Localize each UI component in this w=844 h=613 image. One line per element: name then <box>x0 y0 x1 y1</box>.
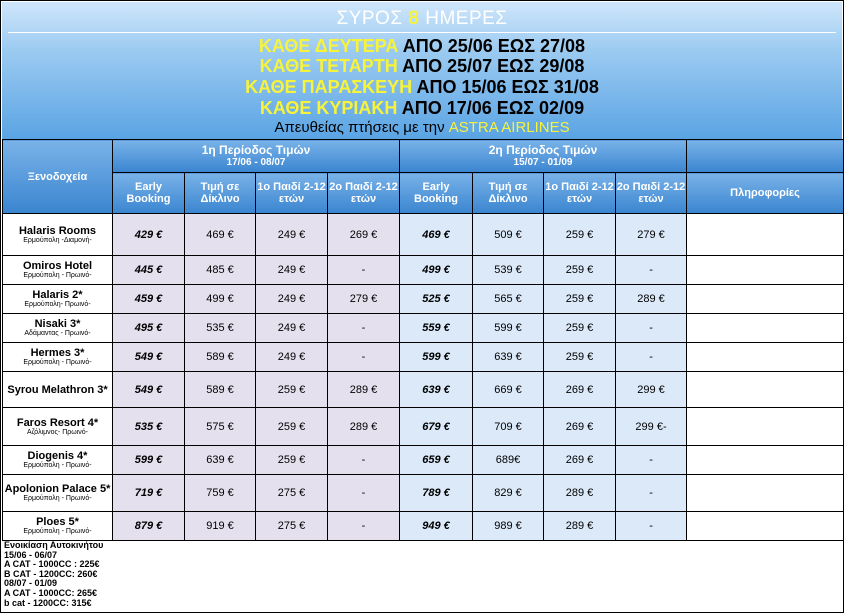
period-dates: 17/06 - 08/07 <box>226 157 286 168</box>
early-booking-price: 469 € <box>400 214 473 256</box>
table-row <box>3 256 844 285</box>
car-rental-line: A CAT - 1000CC: 265€ <box>4 587 98 598</box>
table-row <box>3 512 844 541</box>
early-booking-price: 535 € <box>113 408 185 446</box>
first-child-price: 259 € <box>256 408 328 446</box>
first-child-price: 249 € <box>256 314 328 343</box>
first-child-price: 249 € <box>256 343 328 372</box>
hotel-cell <box>3 314 113 343</box>
col-early-booking: Early Booking <box>113 173 185 214</box>
departure-dates: ΑΠΟ 15/06 ΕΩΣ 31/08 <box>416 77 599 97</box>
early-booking-price: 459 € <box>113 285 185 314</box>
second-child-price: 289 € <box>616 285 687 314</box>
early-booking-price: 879 € <box>113 512 185 541</box>
table-row <box>3 343 844 372</box>
double-room-price: 535 € <box>185 314 256 343</box>
title-suffix: ΗΜΕΡΕΣ <box>425 8 508 29</box>
info-cell <box>687 285 844 314</box>
hotel-location-board: Ερμούπολη- Πρωινό- <box>24 301 91 308</box>
double-room-price: 485 € <box>185 256 256 285</box>
hotel-location-board: Αδάμαντας - Πρωινό- <box>24 330 91 337</box>
info-cell <box>687 408 844 446</box>
car-rental-line: 15/06 - 06/07 <box>4 549 58 560</box>
second-child-price: - <box>328 256 400 285</box>
flight-note <box>2 119 842 136</box>
car-rental-line: B CAT - 1200CC: 260€ <box>4 568 98 579</box>
table-row <box>3 446 844 475</box>
hotel-cell <box>3 475 113 512</box>
table-row <box>3 214 844 256</box>
departure-dates: ΑΠΟ 17/06 ΕΩΣ 02/09 <box>401 98 585 118</box>
early-booking-price: 525 € <box>400 285 473 314</box>
double-room-price: 539 € <box>473 256 544 285</box>
first-child-price: 289 € <box>544 512 616 541</box>
double-room-price: 589 € <box>185 343 256 372</box>
period-name: 2η Περίοδος Τιμών <box>488 143 598 157</box>
hotel-name: Syrou Melathron 3* <box>7 383 108 396</box>
airline-name: ASTRA AIRLINES <box>448 119 570 136</box>
hotel-cell <box>3 343 113 372</box>
second-child-price: 269 € <box>328 214 400 256</box>
table-row <box>3 475 844 512</box>
hotel-cell <box>3 285 113 314</box>
first-child-price: 275 € <box>256 475 328 512</box>
hotel-location-board: Ερμούπολη - Πρωινό- <box>23 359 92 366</box>
hotel-location-board: Ερμούπολη - Πρωινό- <box>23 272 92 279</box>
first-child-price: 259 € <box>544 214 616 256</box>
hotel-location-board: Αζόλιμνος- Πρωινό- <box>27 428 88 436</box>
second-child-price: 299 €- <box>616 408 687 446</box>
double-room-price: 639 € <box>185 446 256 475</box>
second-child-price: 299 € <box>616 372 687 408</box>
hotel-name: Hermes 3* <box>30 347 85 359</box>
info-cell <box>687 512 844 541</box>
departure-day: ΚΑΘΕ ΠΑΡΑΣΚΕΥΗ <box>245 77 413 97</box>
table-row <box>3 408 844 446</box>
early-booking-price: 659 € <box>400 446 473 475</box>
car-rental-line: b cat - 1200CC: 315€ <box>4 597 92 608</box>
first-child-price: 259 € <box>544 285 616 314</box>
departure-day: ΚΑΘΕ ΔΕΥΤΕΡΑ <box>258 36 399 56</box>
early-booking-price: 549 € <box>113 343 185 372</box>
car-rental-box <box>4 541 304 608</box>
second-child-price: 279 € <box>616 214 687 256</box>
double-room-price: 759 € <box>185 475 256 512</box>
first-child-price: 249 € <box>256 256 328 285</box>
hotel-cell <box>3 372 113 408</box>
info-header: Πληροφορίες <box>687 173 844 214</box>
double-room-price: 689€ <box>473 446 544 475</box>
period-name: 1η Περίοδος Τιμών <box>201 143 311 157</box>
second-child-price: - <box>616 256 687 285</box>
double-room-price: 599 € <box>473 314 544 343</box>
table-row <box>3 285 844 314</box>
period-dates: 15/07 - 01/09 <box>513 157 573 168</box>
hotel-location-board: Ερμούπολη -Διαμονή- <box>23 236 92 244</box>
hotel-location-board: Ερμούπολη - Πρωινό- <box>23 528 92 535</box>
early-booking-price: 549 € <box>113 372 185 408</box>
hotel-cell <box>3 446 113 475</box>
early-booking-price: 599 € <box>400 343 473 372</box>
second-child-price: - <box>328 446 400 475</box>
title-prefix: ΣΥΡΟΣ <box>336 8 403 29</box>
first-child-price: 275 € <box>256 512 328 541</box>
col-first-child: 1ο Παιδί 2-12 ετών <box>256 173 328 214</box>
second-child-price: - <box>328 314 400 343</box>
first-child-price: 249 € <box>256 285 328 314</box>
hotel-location-board: Ερμούπολη - Πρωινό- <box>23 495 92 502</box>
hotel-name: Omiros Hotel <box>22 260 93 272</box>
col-second-child: 2ο Παιδί 2-12 ετών <box>616 173 687 214</box>
hotel-name: Nisaki 3* <box>34 318 81 330</box>
departure-line <box>2 98 842 119</box>
early-booking-price: 499 € <box>400 256 473 285</box>
hotel-name: Ploes 5* <box>36 516 79 528</box>
hotels-header: Ξενοδοχεία <box>3 140 113 214</box>
double-room-price: 709 € <box>473 408 544 446</box>
early-booking-price: 719 € <box>113 475 185 512</box>
hotel-cell <box>3 512 113 541</box>
hotel-name: Apolonion Palace 5* <box>4 483 111 495</box>
early-booking-price: 445 € <box>113 256 185 285</box>
second-child-price: - <box>616 343 687 372</box>
second-child-price: - <box>328 343 400 372</box>
second-child-price: 289 € <box>328 408 400 446</box>
first-child-price: 249 € <box>256 214 328 256</box>
departure-dates: ΑΠΟ 25/07 ΕΩΣ 29/08 <box>402 56 585 76</box>
period-header-row <box>3 140 844 173</box>
double-room-price: 669 € <box>473 372 544 408</box>
second-child-price: - <box>616 314 687 343</box>
early-booking-price: 429 € <box>113 214 185 256</box>
departure-line <box>2 36 842 57</box>
price-table <box>2 139 844 541</box>
info-cell <box>687 314 844 343</box>
table-row <box>3 372 844 408</box>
departure-line <box>2 56 842 77</box>
info-cell <box>687 214 844 256</box>
col-early-booking: Early Booking <box>400 173 473 214</box>
car-rental-line: 08/07 - 01/09 <box>4 578 58 589</box>
col-double-price: Τιμή σε Δίκλινο <box>473 173 544 214</box>
banner <box>2 2 842 139</box>
info-cell <box>687 372 844 408</box>
early-booking-price: 599 € <box>113 446 185 475</box>
hotel-location-board: Ερμούπολη - Πρωινό- <box>23 462 92 469</box>
early-booking-price: 495 € <box>113 314 185 343</box>
col-second-child: 2ο Παιδί 2-12 ετών <box>328 173 400 214</box>
hotel-name: Halaris 2* <box>32 289 83 301</box>
double-room-price: 469 € <box>185 214 256 256</box>
hotel-cell <box>3 256 113 285</box>
hotel-name: Halaris Rooms <box>18 224 97 237</box>
info-cell <box>687 256 844 285</box>
hotel-name: Faros Resort 4* <box>16 416 99 429</box>
double-room-price: 639 € <box>473 343 544 372</box>
first-child-price: 259 € <box>544 314 616 343</box>
double-room-price: 565 € <box>473 285 544 314</box>
first-child-price: 269 € <box>544 446 616 475</box>
double-room-price: 989 € <box>473 512 544 541</box>
hotel-cell <box>3 214 113 256</box>
first-child-price: 259 € <box>544 256 616 285</box>
hotel-name: Diogenis 4* <box>27 450 88 462</box>
second-child-price: 279 € <box>328 285 400 314</box>
second-child-price: 289 € <box>328 372 400 408</box>
early-booking-price: 679 € <box>400 408 473 446</box>
departure-day: ΚΑΘΕ ΚΥΡΙΑΚΗ <box>259 98 398 118</box>
second-child-price: - <box>616 512 687 541</box>
hotel-cell <box>3 408 113 446</box>
first-child-price: 259 € <box>256 446 328 475</box>
car-rental-title: Ενοικίαση Αυτοκινήτου <box>4 540 104 550</box>
banner-divider <box>8 32 836 33</box>
title-days: 8 <box>408 8 420 29</box>
first-child-price: 289 € <box>544 475 616 512</box>
banner-title <box>2 8 842 30</box>
departure-day: ΚΑΘΕ ΤΕΤΑΡΤΗ <box>259 56 398 76</box>
info-cell <box>687 475 844 512</box>
flight-note-text: Απευθείας πτήσεις με την <box>274 119 445 136</box>
early-booking-price: 789 € <box>400 475 473 512</box>
info-cell <box>687 446 844 475</box>
first-child-price: 269 € <box>544 372 616 408</box>
early-booking-price: 949 € <box>400 512 473 541</box>
second-child-price: - <box>616 446 687 475</box>
double-room-price: 575 € <box>185 408 256 446</box>
period-header <box>113 140 400 173</box>
info-cell <box>687 343 844 372</box>
col-first-child: 1ο Παιδί 2-12 ετών <box>544 173 616 214</box>
car-rental-line: A CAT - 1000CC : 225€ <box>4 559 100 570</box>
departure-dates: ΑΠΟ 25/06 ΕΩΣ 27/08 <box>402 36 586 56</box>
double-room-price: 919 € <box>185 512 256 541</box>
early-booking-price: 559 € <box>400 314 473 343</box>
first-child-price: 269 € <box>544 408 616 446</box>
second-child-price: - <box>328 512 400 541</box>
column-header-row <box>3 173 844 214</box>
double-room-price: 499 € <box>185 285 256 314</box>
second-child-price: - <box>328 475 400 512</box>
table-row <box>3 314 844 343</box>
period-header <box>400 140 687 173</box>
second-child-price: - <box>616 475 687 512</box>
first-child-price: 259 € <box>544 343 616 372</box>
double-room-price: 509 € <box>473 214 544 256</box>
departure-line <box>2 77 842 98</box>
double-room-price: 589 € <box>185 372 256 408</box>
col-double-price: Τιμή σε Δίκλινο <box>185 173 256 214</box>
early-booking-price: 639 € <box>400 372 473 408</box>
first-child-price: 259 € <box>256 372 328 408</box>
double-room-price: 829 € <box>473 475 544 512</box>
info-header-top <box>687 140 844 173</box>
